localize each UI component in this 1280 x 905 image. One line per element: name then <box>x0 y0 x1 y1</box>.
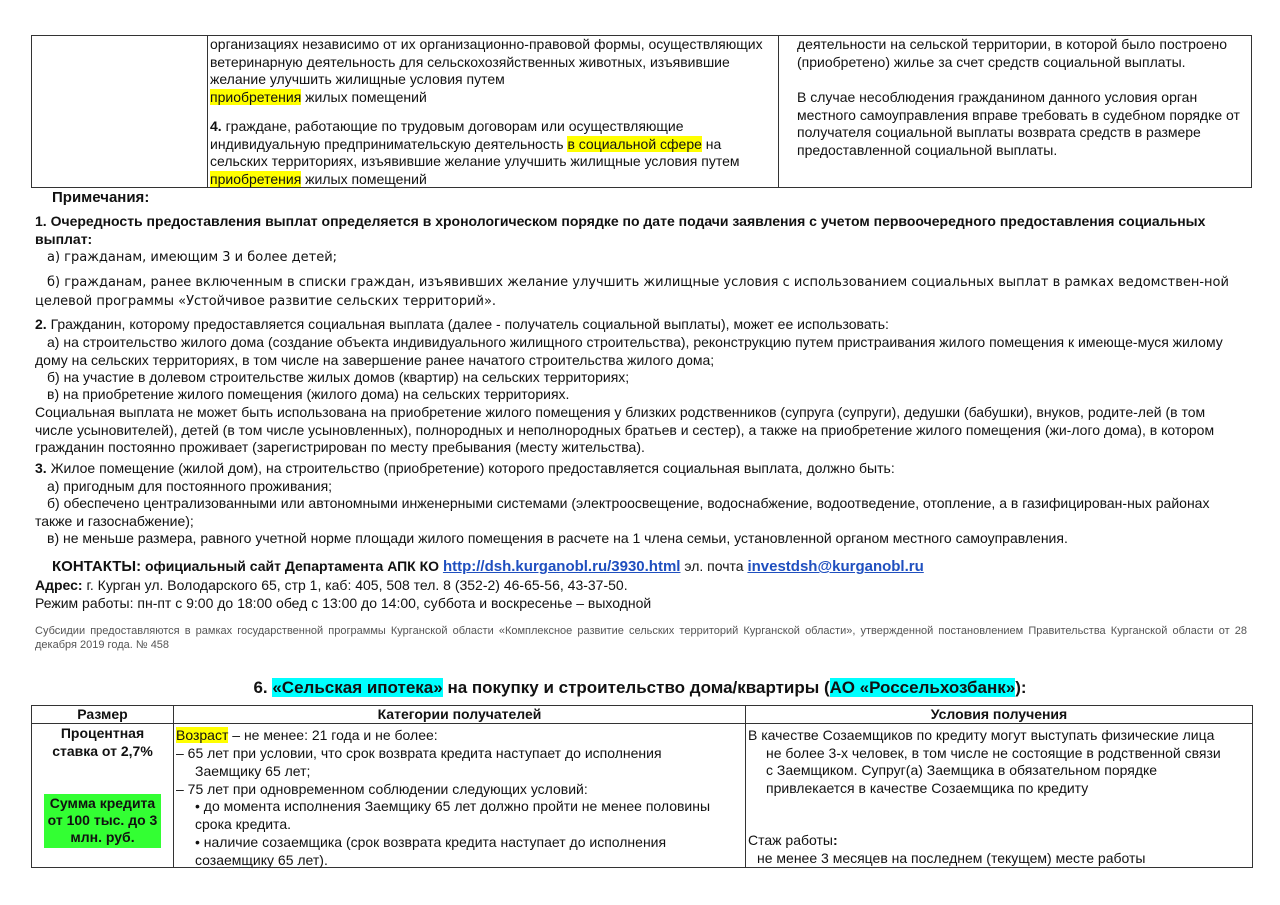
top-right-paragraph-1: деятельности на сельской территории, в которой было построено (приобретено) жилье за счет средств социальной выплаты. <box>797 36 1228 70</box>
note-2d: Социальная выплата не может быть использована на приобретение жилого помещения у близких родственников (супруга (супруги), дедушки (бабушки), внуков, родите-лей (в том числе усыновителей), детей (в том числе усыновленных), полнородных и неполнородных братьев и сестер), а также на приобретение жилого помещения (жи-лого дома), в котором гражданин постоянно проживает (зарегистрирован по месту пребывания (месту жительства). <box>35 404 1215 455</box>
loan-amount: Сумма кредита от 100 тыс. до 3 млн. руб. <box>47 795 158 845</box>
interest-rate: Процентная ставка от 2,7% <box>52 725 153 759</box>
rural-mortgage-highlight: «Сельская ипотека» <box>272 678 443 697</box>
age-condition-1: – 65 лет при условии, что срок возврата кредита наступает до исполнения Заемщику 65 лет; <box>176 745 662 779</box>
age-condition-2a: • до момента исполнения Заемщику 65 лет должно пройти не менее половины срока кредита. <box>195 798 711 832</box>
note-1a: а) гражданам, имеющим 3 и более детей; <box>47 250 338 265</box>
note-2 <box>35 316 1245 334</box>
email-label: эл. почта <box>680 558 748 574</box>
notes-heading: Примечания: <box>52 189 150 206</box>
section-6-title <box>0 677 1280 699</box>
age-condition-2b: • наличие созаемщика (срок возврата кредита наступает до исполнения созаемщику 65 лет). <box>195 834 667 868</box>
note-2-number: 2. <box>35 316 47 332</box>
highlight-acquisition-2: приобретения <box>210 170 302 187</box>
note-1: 1. Очередность предоставления выплат определяется в хронологическом порядке по дате подачи заявления с учетом первоочередного предоставления социальных выплат: <box>35 213 1206 247</box>
mid-text-2b: на сельских территориях, изъявившие желание улучшить жилищные условия путем <box>210 135 740 169</box>
highlight-acquisition-1: приобретения <box>210 88 302 105</box>
co-borrower-condition: В качестве Созаемщиков по кредиту могут выступать физические лица не более 3-х человек, в том числе не состоящие в родственной связи с Заемщиком. Супруг(а) Заемщика в обязательном порядке привлекается в качестве Созаемщика по кредиту <box>748 727 1221 796</box>
address-text: г. Курган ул. Володарского 65, стр 1, каб: 405, 508 тел. 8 (352-2) 46-65-56, 43-37-50. <box>82 577 628 593</box>
header-size: Размер <box>77 706 128 722</box>
work-experience-label-text: Стаж работы <box>748 832 833 848</box>
bank-highlight: АО «Россельхозбанк» <box>829 678 1016 697</box>
mid-tail-3: жилых помещений <box>301 170 427 187</box>
note-2a: а) на строительство жилого дома (создание объекта индивидуального жилищного строительства), реконструкцию путем пристраивания жилого помещения к имеюще-муся жилому дому на сельских территориях, в том числе на завершение ранее начатого строительства жилого дома; <box>35 334 1223 368</box>
mid-text-2: граждане, работающие по трудовым договорам или осуществляющие индивидуальную предпринимательскую деятельность <box>210 118 684 152</box>
note-3a: а) пригодным для постоянного проживания; <box>47 478 333 494</box>
age-condition-2: – 75 лет при одновременном соблюдении следующих условий: <box>176 781 588 797</box>
section-6-number: 6. <box>253 678 273 697</box>
working-hours: Режим работы: пн-пт с 9:00 до 18:00 обед с 13:00 до 14:00, суббота и воскресенье – выходной <box>35 595 652 611</box>
email-link[interactable]: investdsh@kurganobl.ru <box>747 558 924 575</box>
header-conditions: Условия получения <box>930 706 1068 722</box>
top-right-paragraph-2: В случае несоблюдения гражданином данного условия орган местного самоуправления вправе требовать в судебном порядке от получателя социальной выплаты возврата средств в размере предоставленной социальной выплаты. <box>797 89 1240 158</box>
top-table-left-cell <box>31 35 208 188</box>
work-experience: не менее 3 месяцев на последнем (текущем) месте работы <box>757 850 1146 866</box>
contacts-label: КОНТАКТЫ: <box>52 558 142 575</box>
age-highlight: Возраст <box>176 727 229 743</box>
department-site-link[interactable]: http://dsh.kurganobl.ru/3930.html <box>442 558 681 575</box>
mid-text-1: организациях независимо от их организационно-правовой формы, осуществляющих ветеринарную деятельность для сельскохозяйственных животных, изъявившие желание улучшить жилищные условия путем <box>210 36 763 87</box>
note-2c: в) на приобретение жилого помещения (жилого дома) на сельских территориях. <box>47 386 570 402</box>
note-1b: б) гражданам, ранее включенным в списки граждан, изъявивших желание улучшить жилищные условия с использованием социальных выплат в рамках ведомствен-ной целевой программы «Устойчивое развитие сельских территорий». <box>35 275 1229 309</box>
note-3-number: 3. <box>35 460 47 476</box>
address-label: Адрес: <box>35 577 83 593</box>
contacts-site-text: официальный сайт Департамента АПК КО <box>141 558 443 574</box>
highlight-social-sphere: в социальной сфере <box>567 135 702 152</box>
item-number-4: 4. <box>210 118 222 134</box>
note-3 <box>35 460 1245 478</box>
top-mid-paragraph-2 <box>210 118 770 188</box>
age-line <box>176 727 438 745</box>
work-experience-colon: : <box>832 832 838 848</box>
section-6-title-mid: на покупку и строительство дома/квартиры ( <box>442 678 830 697</box>
note-2-text: Гражданин, которому предоставляется социальная выплата (далее - получатель социальной выплаты), может ее использовать: <box>46 316 889 332</box>
mid-tail-1: жилых помещений <box>301 88 427 105</box>
subsidy-footnote: Субсидии предоставляются в рамках государственной программы Курганской области «Комплексное развитие сельских территорий Курганской области», утвержденной постановлением Правительства Курганской области от 28 декабря 2019 года. № 458 <box>35 625 1247 651</box>
note-3-text: Жилое помещение (жилой дом), на строительство (приобретение) которого предоставляется социальная выплата, должно быть: <box>46 460 895 476</box>
note-3b: б) обеспечено централизованными или автономными инженерными системами (электроосвещение, водоснабжение, водоотведение, отопление, а в газифицирован-ных районах также и газоснабжение); <box>35 495 1210 529</box>
address-line <box>35 577 628 595</box>
section-6-title-end: ): <box>1015 678 1027 697</box>
contacts-line <box>52 558 924 576</box>
note-2b: б) на участие в долевом строительстве жилых домов (квартир) на сельских территориях; <box>47 369 630 385</box>
note-3c: в) не меньше размера, равного учетной норме площади жилого помещения в расчете на 1 члена семьи, установленной органом местного самоуправления. <box>47 530 1068 546</box>
top-mid-paragraph-1 <box>210 36 770 106</box>
work-experience-label <box>748 832 838 850</box>
header-categories: Категории получателей <box>377 706 542 722</box>
age-text: – не менее: 21 года и не более: <box>228 727 438 743</box>
